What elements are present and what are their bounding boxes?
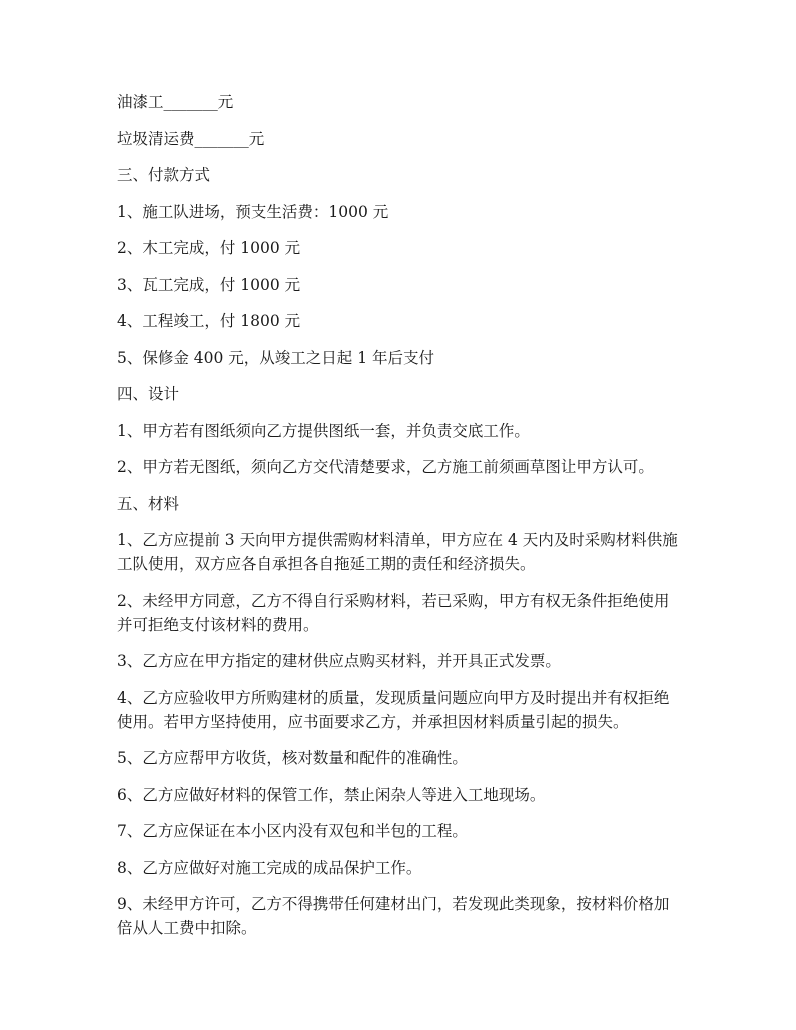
paragraph-materials-1: 1、乙方应提前 3 天向甲方提供需购材料清单，甲方应在 4 天内及时采购材料供施工队使用，双方应各自承担各自拖延工期的责任和经济损失。 — [117, 531, 678, 573]
paragraph-materials-2: 2、未经甲方同意，乙方不得自行采购材料，若已采购，甲方有权无条件拒绝使用并可拒绝支付该材料的费用。 — [117, 591, 670, 634]
paragraph-materials-6: 6、乙方应做好材料的保管工作，禁止闲杂人等进入工地现场。 — [117, 785, 546, 804]
paragraph-materials-5: 5、乙方应帮甲方收货，核对数量和配件的准确性。 — [117, 749, 468, 767]
paragraph-garbage-fee: 垃圾清运费_______元 — [117, 129, 265, 148]
paragraph-materials-3: 3、乙方应在甲方指定的建材供应点购买材料，并开具正式发票。 — [117, 652, 561, 670]
paragraph-materials-8: 8、乙方应做好对施工完成的成品保护工作。 — [117, 858, 422, 877]
paragraph-materials-9: 9、未经甲方许可，乙方不得携带任何建材出门，若发现此类现象，按材料价格加倍从人工费中扣除。 — [117, 895, 670, 937]
paragraph-payment-2: 2、木工完成，付 1000 元 — [117, 239, 301, 257]
paragraph-design-2: 2、甲方若无图纸，须向乙方交代清楚要求，乙方施工前须画草图让甲方认可。 — [117, 458, 654, 476]
section-heading-payment: 三、付款方式 — [117, 166, 211, 184]
section-heading-materials: 五、材料 — [117, 494, 180, 513]
paragraph-painter-fee: 油漆工_______元 — [117, 93, 234, 111]
paragraph-payment-4: 4、工程竣工，付 1800 元 — [117, 312, 301, 330]
paragraph-payment-1: 1、施工队进场，预支生活费：1000 元 — [117, 202, 389, 221]
section-heading-design: 四、设计 — [117, 385, 180, 403]
paragraph-materials-4: 4、乙方应验收甲方所购建材的质量，发现质量问题应向甲方及时提出并有权拒绝使用。若甲方坚持使用，应书面要求乙方，并承担因材料质量引起的损失。 — [117, 688, 670, 731]
paragraph-payment-3: 3、瓦工完成，付 1000 元 — [117, 275, 301, 294]
paragraph-payment-5: 5、保修金 400 元，从竣工之日起 1 年后支付 — [117, 348, 435, 367]
paragraph-design-1: 1、甲方若有图纸须向乙方提供图纸一套，并负责交底工作。 — [117, 421, 530, 440]
paragraph-materials-7: 7、乙方应保证在本小区内没有双包和半包的工程。 — [117, 822, 468, 840]
document-body — [117, 90, 683, 953]
